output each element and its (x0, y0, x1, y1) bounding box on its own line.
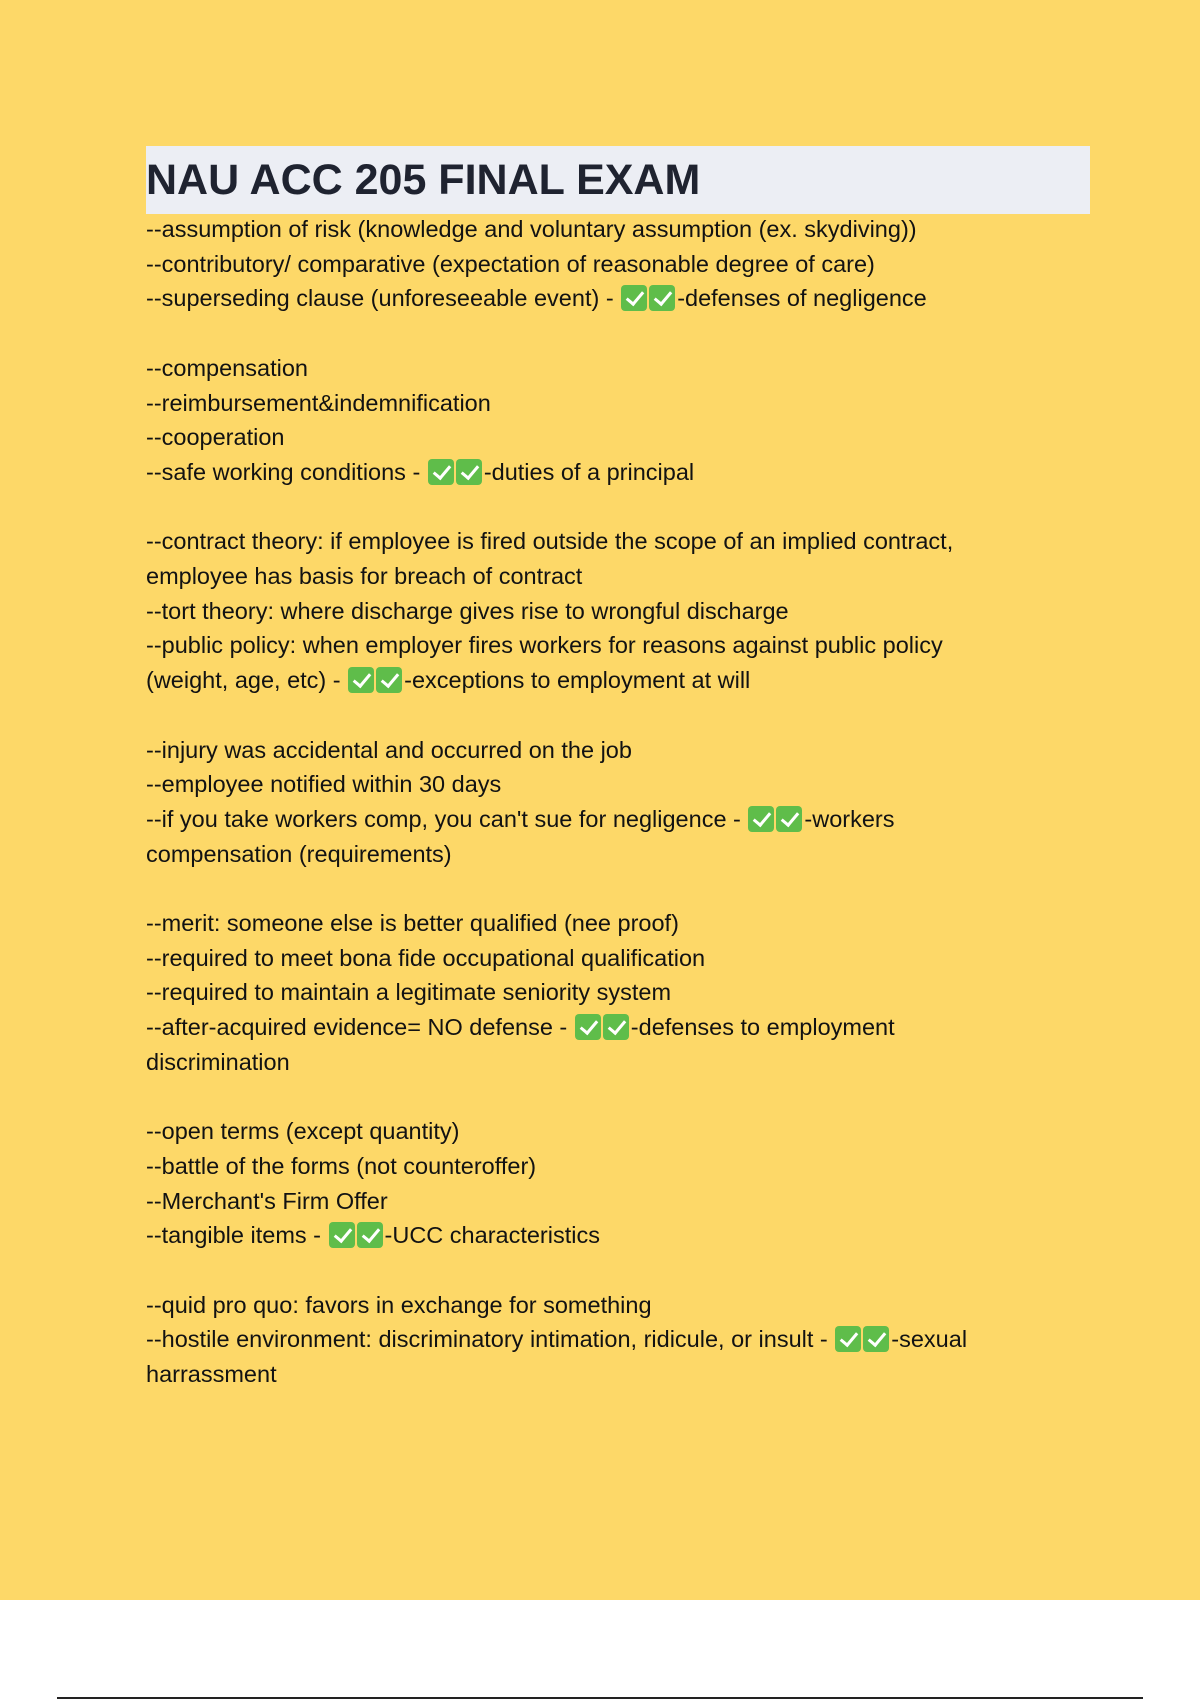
note-line (146, 1149, 1090, 1184)
note-text: discrimination (146, 1048, 290, 1075)
notes-content (146, 212, 1090, 1427)
answer-text: -sexual (891, 1326, 968, 1353)
note-text: --public policy: when employer fires workers for reasons against public policy (146, 632, 943, 659)
note-text: --safe working conditions - (146, 458, 427, 485)
answer-checkmarks (748, 802, 804, 837)
page-title: NAU ACC 205 FINAL EXAM (146, 155, 701, 204)
note-line (146, 1184, 1090, 1219)
note-line (146, 733, 1090, 768)
note-line (146, 559, 1090, 594)
note-text: --open terms (except quantity) (146, 1118, 460, 1145)
note-line (146, 594, 1090, 629)
note-line (146, 281, 1090, 316)
answer-checkmarks (621, 281, 677, 316)
note-block (146, 1114, 1090, 1253)
answer-text: -exceptions to employment at will (404, 667, 751, 694)
note-text: --battle of the forms (not counteroffer) (146, 1152, 537, 1179)
answer-text: -defenses of negligence (677, 285, 927, 312)
check-mark-icon (357, 1222, 383, 1248)
note-line (146, 1357, 1090, 1392)
note-text: --assumption of risk (knowledge and voluntary assumption (ex. skydiving)) (146, 216, 917, 242)
note-text: --quid pro quo: favors in exchange for something (146, 1291, 652, 1318)
check-mark-icon (649, 285, 675, 311)
note-block (146, 351, 1090, 490)
note-line (146, 628, 1090, 663)
check-mark-icon (748, 806, 774, 832)
note-block (146, 1288, 1090, 1392)
answer-checkmarks (575, 1010, 631, 1045)
answer-text: -defenses to employment (630, 1014, 895, 1041)
note-line (146, 212, 1090, 247)
check-mark-icon (428, 459, 454, 485)
note-line (146, 802, 1090, 837)
note-block (146, 212, 1090, 316)
answer-text: -workers (804, 805, 895, 832)
note-text: --required to meet bona fide occupational qualification (146, 944, 706, 971)
note-text: --after-acquired evidence= NO defense - (146, 1014, 574, 1041)
check-mark-icon (348, 667, 374, 693)
check-mark-icon (376, 667, 402, 693)
check-mark-icon (776, 806, 802, 832)
note-text: --contributory/ comparative (expectation of reasonable degree of care) (146, 250, 875, 277)
note-text: --injury was accidental and occurred on the job (146, 736, 632, 763)
answer-text: -UCC characteristics (384, 1222, 600, 1249)
answer-checkmarks (428, 455, 484, 490)
note-line (146, 1114, 1090, 1149)
note-line (146, 941, 1090, 976)
note-text: --employee notified within 30 days (146, 771, 502, 798)
check-mark-icon (863, 1326, 889, 1352)
answer-checkmarks (348, 663, 404, 698)
note-line (146, 420, 1090, 455)
note-text: --Merchant's Firm Offer (146, 1187, 388, 1214)
check-mark-icon (835, 1326, 861, 1352)
note-line (146, 1010, 1090, 1045)
note-text: --compensation (146, 354, 308, 381)
note-line (146, 767, 1090, 802)
note-line (146, 663, 1090, 698)
note-line (146, 975, 1090, 1010)
answer-checkmarks (329, 1218, 385, 1253)
note-text: --tangible items - (146, 1222, 328, 1249)
note-text: compensation (requirements) (146, 840, 452, 867)
answer-checkmarks (835, 1322, 891, 1357)
note-line (146, 455, 1090, 490)
note-line (146, 906, 1090, 941)
note-text: --reimbursement&indemnification (146, 389, 491, 416)
note-line (146, 247, 1090, 282)
check-mark-icon (329, 1222, 355, 1248)
note-line (146, 1218, 1090, 1253)
check-mark-icon (603, 1014, 629, 1040)
note-text: --superseding clause (unforeseeable event) - (146, 285, 621, 312)
note-line (146, 1322, 1090, 1357)
note-line (146, 1045, 1090, 1080)
note-text: --merit: someone else is better qualified (nee proof) (146, 910, 679, 936)
note-text: employee has basis for breach of contract (146, 563, 583, 589)
answer-text: -duties of a principal (483, 458, 695, 485)
note-text: --cooperation (146, 424, 285, 451)
note-block (146, 906, 1090, 1080)
note-text: harrassment (146, 1361, 277, 1388)
note-line (146, 386, 1090, 421)
note-line (146, 524, 1090, 559)
note-text: (weight, age, etc) - (146, 667, 348, 694)
note-text: --tort theory: where discharge gives rise to wrongful discharge (146, 597, 789, 624)
check-mark-icon (456, 459, 482, 485)
note-text: --contract theory: if employee is fired outside the scope of an implied contract, (146, 528, 954, 555)
note-text: --if you take workers comp, you can't sue for negligence - (146, 805, 748, 832)
note-block (146, 733, 1090, 872)
check-mark-icon (621, 285, 647, 311)
note-line (146, 1288, 1090, 1323)
note-line (146, 837, 1090, 872)
note-line (146, 351, 1090, 386)
note-block (146, 524, 1090, 698)
check-mark-icon (575, 1014, 601, 1040)
note-text: --required to maintain a legitimate seniority system (146, 979, 672, 1006)
footer-divider (57, 1697, 1143, 1699)
title-bar (146, 146, 1090, 214)
note-text: --hostile environment: discriminatory intimation, ridicule, or insult - (146, 1326, 835, 1353)
